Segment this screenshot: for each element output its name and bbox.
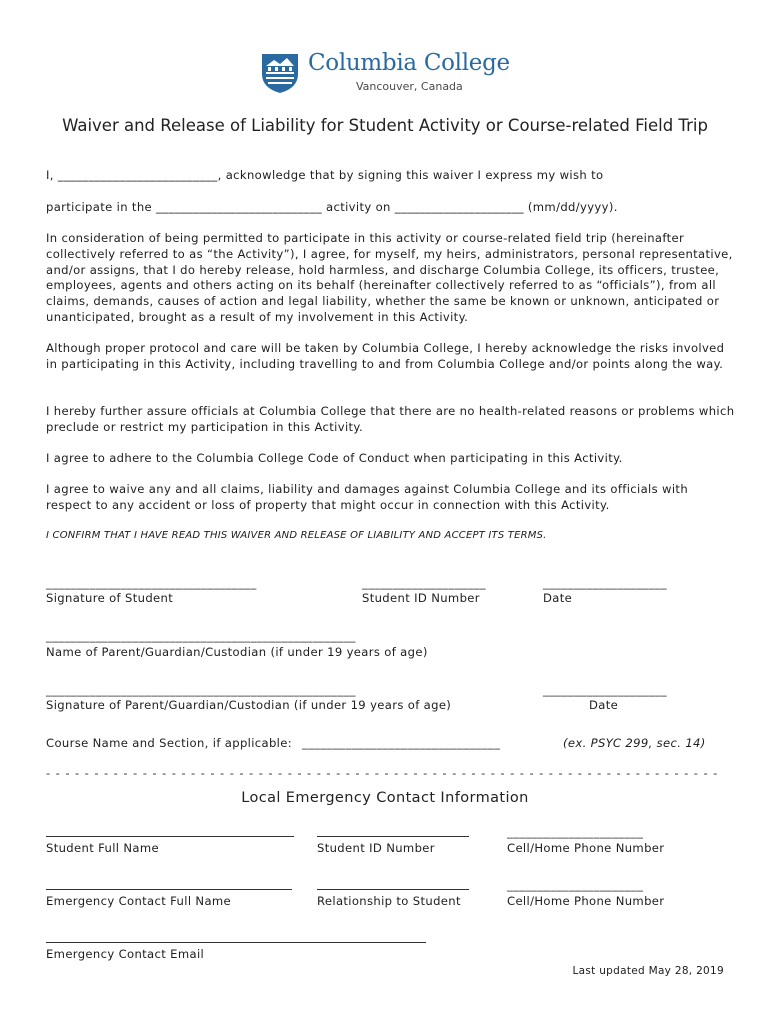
parent-date-blank[interactable]: ____________________ bbox=[543, 683, 667, 697]
parent-signature-blank[interactable]: __________________________________________________ bbox=[46, 683, 356, 697]
emergency-section-title: Local Emergency Contact Information bbox=[241, 790, 529, 806]
dashed-separator: - - - - - - - - - - - - - - - - - - - - - - - - - - - - - - - - - - - - - - - - - - - - - - - - - - - - - - - - - - - - - - - - - - - - - - bbox=[46, 766, 719, 780]
phone-2-label: Cell/Home Phone Number bbox=[507, 894, 665, 908]
college-location: Vancouver, Canada bbox=[356, 80, 463, 93]
college-logo bbox=[260, 50, 520, 96]
parent-name-blank[interactable]: __________________________________________________ bbox=[46, 629, 356, 643]
college-name: Columbia College bbox=[308, 50, 510, 76]
date-blank[interactable]: ____________________ bbox=[543, 576, 667, 590]
student-id-blank[interactable]: ____________________ bbox=[362, 576, 486, 590]
signature-student-blank[interactable]: __________________________________ bbox=[46, 576, 257, 590]
phone-2-blank[interactable]: ______________________ bbox=[507, 878, 644, 892]
paragraph-code-of-conduct: I agree to adhere to the Columbia College Code of Conduct when participating in this Activity. bbox=[46, 451, 623, 465]
emergency-student-id-label: Student ID Number bbox=[317, 841, 435, 855]
emergency-student-id-line[interactable] bbox=[317, 836, 469, 837]
parent-date-label: Date bbox=[589, 698, 619, 712]
paragraph-release: In consideration of being permitted to participate in this activity or course-related field trip (hereinafter collectively referred to as “the Activity”), I agree, for myself, my heirs, administrators, personal representative, and/or assigns, that I do hereby release, hold harmless, and discharge Columbia College, its officers, trustee, employees, agents and others acting on its behalf (hereinafter collectively referred to as “officials”), from all claims, demands, causes of action and legal liability, whether the same be known or unknown, anticipated or unanticipated, brought as a result of my involvement in this Activity. bbox=[46, 231, 733, 324]
paragraph-health: I hereby further assure officials at Columbia College that there are no health-related reasons or problems which preclude or restrict my participation in this Activity. bbox=[46, 404, 735, 434]
signature-student-label: Signature of Student bbox=[46, 591, 174, 605]
contact-email-label: Emergency Contact Email bbox=[46, 947, 205, 961]
parent-signature-label: Signature of Parent/Guardian/Custodian (if under 19 years of age) bbox=[46, 698, 452, 712]
intro-line-2: participate in the ___________________________ activity on _____________________ (mm/dd/yyyy). bbox=[46, 200, 618, 214]
course-label: Course Name and Section, if applicable: bbox=[46, 736, 292, 750]
college-crest-icon bbox=[260, 50, 300, 94]
contact-full-name-line[interactable] bbox=[46, 889, 292, 890]
contact-full-name-label: Emergency Contact Full Name bbox=[46, 894, 232, 908]
student-full-name-line[interactable] bbox=[46, 836, 294, 837]
page-title: Waiver and Release of Liability for Student Activity or Course-related Field Trip bbox=[62, 116, 708, 135]
phone-1-blank[interactable]: ______________________ bbox=[507, 825, 644, 839]
last-updated: Last updated May 28, 2019 bbox=[572, 965, 724, 977]
student-id-label: Student ID Number bbox=[362, 591, 480, 605]
student-full-name-label: Student Full Name bbox=[46, 841, 159, 855]
course-example: (ex. PSYC 299, sec. 14) bbox=[563, 736, 706, 750]
paragraph-waive-claims: I agree to waive any and all claims, liability and damages against Columbia College and its officials with respect to any accident or loss of property that might occur in connection with this Activity. bbox=[46, 482, 689, 512]
relationship-label: Relationship to Student bbox=[317, 894, 461, 908]
parent-name-label: Name of Parent/Guardian/Custodian (if under 19 years of age) bbox=[46, 645, 428, 659]
intro-line-1: I, __________________________, acknowledge that by signing this waiver I express my wish to bbox=[46, 168, 604, 182]
confirm-statement: I CONFIRM THAT I HAVE READ THIS WAIVER AND RELEASE OF LIABILITY AND ACCEPT ITS TERMS. bbox=[46, 530, 547, 541]
relationship-line[interactable] bbox=[317, 889, 469, 890]
date-label: Date bbox=[543, 591, 573, 605]
phone-1-label: Cell/Home Phone Number bbox=[507, 841, 665, 855]
course-blank[interactable]: ________________________________ bbox=[302, 736, 501, 750]
paragraph-risks: Although proper protocol and care will be taken by Columbia College, I hereby acknowledge the risks involved in participating in this Activity, including travelling to and from Columbia College and/or points along the way. bbox=[46, 341, 725, 371]
contact-email-line[interactable] bbox=[46, 942, 426, 943]
